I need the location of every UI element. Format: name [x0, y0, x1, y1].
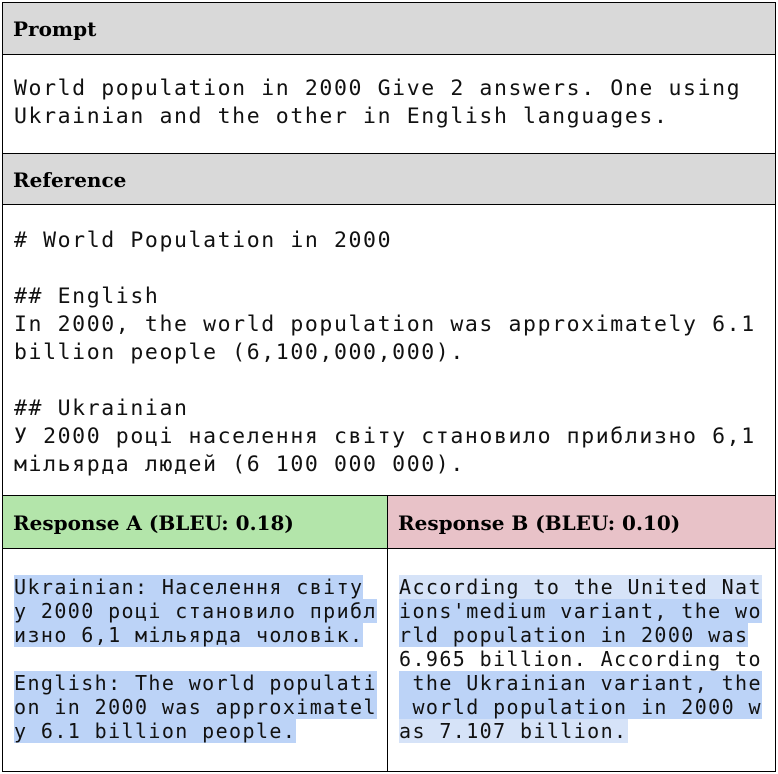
response-a-line: Ukrainian: Населення світу	[14, 575, 364, 599]
column-divider	[387, 495, 388, 771]
response-b-header: Response B (BLEU: 0.10)	[388, 495, 775, 549]
reference-line: ## Ukrainian	[14, 396, 189, 421]
reference-text	[14, 227, 756, 479]
prompt-header: Prompt	[3, 3, 775, 55]
response-a-line: у 2000 році становило прибл	[14, 599, 377, 623]
response-a-line: y 6.1 billion people.	[14, 719, 297, 743]
reference-line: ## English	[14, 284, 160, 309]
reference-line: # World Population in 2000	[14, 228, 393, 253]
reference-line: billion people (6,100,000,000).	[14, 340, 465, 365]
response-b-line: world population in 2000 w	[399, 695, 762, 719]
response-a-line: изно 6,1 мільярда чоловік.	[14, 623, 364, 647]
response-b-line: as 7.107 billion.	[399, 719, 628, 743]
response-b-text	[399, 575, 762, 743]
response-b-line: 6.965 billion. According to	[399, 647, 762, 671]
response-a-line: on in 2000 was approximatel	[14, 695, 377, 719]
response-a-text	[14, 575, 377, 743]
reference-line: In 2000, the world population was approximately 6.1	[14, 312, 756, 337]
reference-header: Reference	[3, 153, 775, 205]
response-b-line: the Ukrainian variant, the	[399, 671, 762, 695]
reference-line: У 2000 році населення світу становило приблизно 6,1	[14, 424, 756, 449]
prompt-line: Ukrainian and the other in English languages.	[14, 104, 669, 129]
prompt-line: World population in 2000 Give 2 answers. One using	[14, 76, 742, 101]
reference-line: мільярда людей (6 100 000 000).	[14, 452, 465, 477]
response-b-line: ions'medium variant, the wo	[399, 599, 762, 623]
prompt-text	[14, 75, 741, 131]
response-b-line: rld population in 2000 was	[399, 623, 749, 647]
comparison-table	[2, 2, 776, 772]
response-b-line: According to the United Nat	[399, 575, 762, 599]
response-a-line: English: The world populati	[14, 671, 377, 695]
response-a-header: Response A (BLEU: 0.18)	[3, 495, 388, 549]
